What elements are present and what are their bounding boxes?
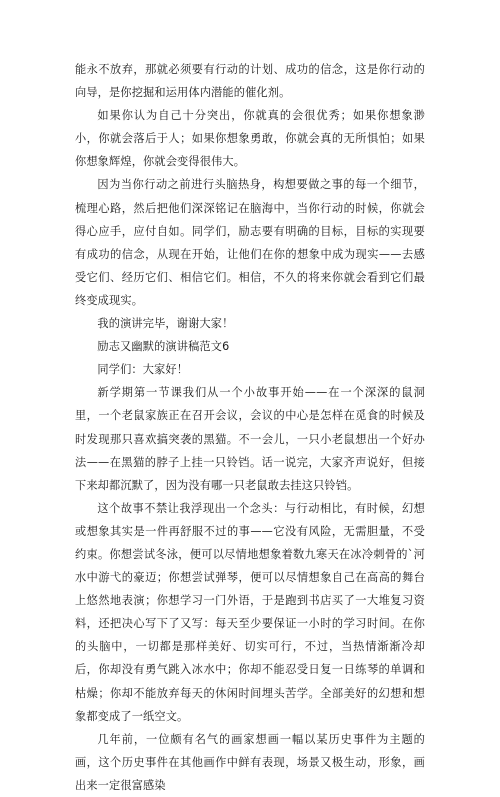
greeting: 同学们：大家好！ bbox=[97, 363, 189, 377]
paragraph: 这个故事不禁让我浮现出一个念头：与行动相比，有时候，幻想或想象其实是一件再舒服不过的事——它没有风险，无需胆量，不受约束。你想尝试冬泳，便可以尽情地想象着数九寒天在冰冷刺骨的`河水中游弋的豪迈；你想尝试弹琴，便可以尽情想象自己在高高的舞台上悠然地表演；你想学习一门外语，于是跑到书店买了一大堆复习资料，还把决心写下了又写：每天至少要保证一小时的学习时间。在你的头脑中，一切都是那样美好、切实可行，不过，当热情渐渐冷却后，你却没有勇气跳入冰水中；你却不能忍受日复一日练琴的单调和枯燥；你却不能放弃每天的休闲时间埋头苦学。全部美好的幻想和想象都变成了一纸空文。 bbox=[75, 501, 425, 723]
paragraph: 几年前，一位颇有名气的画家想画一幅以某历史事件为主题的画，这个历史事件在其他画作中鲜有表现，场景又极生动，形象，画出来一定很富感染 bbox=[75, 732, 425, 792]
paragraph: 因为当你行动之前进行头脑热身，构想要做之事的每一个细节，梳理心路，然后把他们深深铭记在脑海中，当你行动的时候，你就会得心应手，应付自如。同学们，励志要有明确的目标，目标的实现要有成功的信念，从现在开始，让他们在你的想象中成为现实——去感受它们、经历它们、相信它们。相信，不久的将来你就会看到它们最终变成现实。 bbox=[75, 178, 425, 307]
paragraph: 新学期第一节课我们从一个小故事开始——在一个深深的鼠洞里，一个老鼠家族正在召开会议，会议的中心是怎样在觅食的时候及时发现那只喜欢搞突袭的黑猫。不一会儿，一只小老鼠想出一个好办法——在黑猫的脖子上挂一只铃铛。话一说完，大家齐声说好，但接下来却都沉默了，因为没有哪一只老鼠敢去挂这只铃铛。 bbox=[75, 386, 425, 492]
paragraph: 如果你认为自己十分突出，你就真的会很优秀；如果你想象渺小，你就会落后于人；如果你想象勇敢，你就会真的无所惧怕；如果你想象辉煌，你就会变得很伟大。 bbox=[75, 109, 425, 169]
section-title: 励志又幽默的演讲稿范文6 bbox=[97, 340, 230, 354]
document-body bbox=[75, 58, 425, 797]
closing-line: 我的演讲完毕，谢谢大家！ bbox=[97, 317, 234, 331]
paragraph-continuation: 能永不放弃，那就必须要有行动的计划、成功的信念，这是你行动的向导，是你挖掘和运用体内潜能的催化剂。 bbox=[75, 63, 425, 100]
